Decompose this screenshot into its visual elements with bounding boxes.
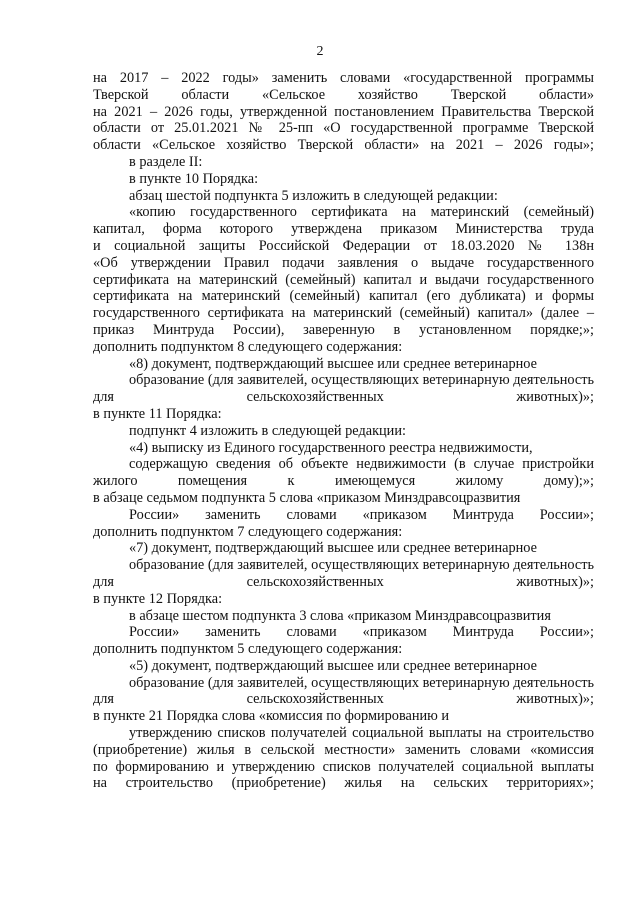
text-line: «5) документ, подтверждающий высшее или среднее ветеринарное xyxy=(129,657,537,674)
page-number: 2 xyxy=(316,44,324,59)
text-line: России» заменить словами «приказом Минтруда России»; xyxy=(129,506,594,523)
text-line: и социальной защиты Российской Федерации от 18.03.2020 № 138н xyxy=(93,237,594,254)
text-line: «Об утверждении Правил подачи заявления о выдаче государственного xyxy=(93,254,594,271)
text-line: приказ Минтруда России), заверенную в установленном порядке;»; xyxy=(93,321,594,338)
text-line: в пункте 11 Порядка: xyxy=(93,405,222,422)
text-line: образование (для заявителей, осуществляющих ветеринарную деятельность xyxy=(129,557,594,574)
text-line: в разделе II: xyxy=(129,153,203,170)
text-line: «копию государственного сертификата на материнский (семейный) xyxy=(129,204,594,221)
text-line: в абзаце седьмом подпункта 5 слова «приказом Минздравсоцразвития xyxy=(93,489,521,506)
document-body xyxy=(93,70,594,792)
text-line: «4) выписку из Единого государственного реестра недвижимости, xyxy=(129,439,533,456)
text-line: утверждению списков получателей социальной выплаты на строительство xyxy=(129,725,594,742)
text-line: образование (для заявителей, осуществляющих ветеринарную деятельность xyxy=(129,674,594,691)
text-line: абзац шестой подпункта 5 изложить в следующей редакции: xyxy=(129,187,498,204)
text-line: в пункте 12 Порядка: xyxy=(93,590,223,607)
text-line: в пункте 21 Порядка слова «комиссия по формированию и xyxy=(93,708,450,725)
text-line: дополнить подпунктом 7 следующего содержания: xyxy=(93,523,403,540)
text-line: дополнить подпунктом 8 следующего содержания: xyxy=(93,338,403,355)
text-line: для сельскохозяйственных животных)»; xyxy=(93,389,594,406)
text-line: дополнить подпунктом 5 следующего содержания: xyxy=(93,641,403,658)
text-line: для сельскохозяйственных животных)»; xyxy=(93,573,594,590)
text-line: государственного сертификата на материнский (семейный) капитал» (далее – xyxy=(93,305,594,322)
text-line: «7) документ, подтверждающий высшее или среднее ветеринарное xyxy=(129,540,537,557)
text-line: капитал, форма которого утверждена приказом Министерства труда xyxy=(93,221,594,238)
text-line: области от 25.01.2021 № 25-пп «О государственной программе Тверской xyxy=(93,120,594,137)
text-line: в пункте 10 Порядка: xyxy=(129,170,259,187)
text-line: жилого помещения к имеющемуся жилому дому);»; xyxy=(93,473,594,490)
text-line: на 2017 – 2022 годы» заменить словами «государственной программы xyxy=(93,70,594,86)
text-line: (приобретение) жилья в сельской местности» заменить словами «комиссия xyxy=(93,741,594,758)
text-line: для сельскохозяйственных животных)»; xyxy=(93,691,594,708)
text-line: подпункт 4 изложить в следующей редакции: xyxy=(129,422,406,439)
text-line: образование (для заявителей, осуществляющих ветеринарную деятельность xyxy=(129,372,594,389)
text-line: по формированию и утверждению списков получателей социальной выплаты xyxy=(93,758,594,775)
text-line: в абзаце шестом подпункта 3 слова «приказом Минздравсоцразвития xyxy=(129,607,551,624)
text-line: содержащую сведения об объекте недвижимости (в случае пристройки xyxy=(129,456,594,473)
text-line: на строительство (приобретение) жилья на сельских территориях»; xyxy=(93,775,594,792)
text-line: области «Сельское хозяйство Тверской области» на 2021 – 2026 годы»; xyxy=(93,137,594,154)
text-line: на 2021 – 2026 годы, утвержденной постановлением Правительства Тверской xyxy=(93,103,594,120)
text-line: сертификата на материнский (семейный) капитал и выдачи государственного xyxy=(93,271,594,288)
text-line: Тверской области «Сельское хозяйство Тверской области» xyxy=(93,86,594,103)
text-line: России» заменить словами «приказом Минтруда России»; xyxy=(129,624,594,641)
text-line: сертификата на материнский (семейный) капитал (его дубликата) и формы xyxy=(93,288,594,305)
text-line: «8) документ, подтверждающий высшее или среднее ветеринарное xyxy=(129,355,537,372)
